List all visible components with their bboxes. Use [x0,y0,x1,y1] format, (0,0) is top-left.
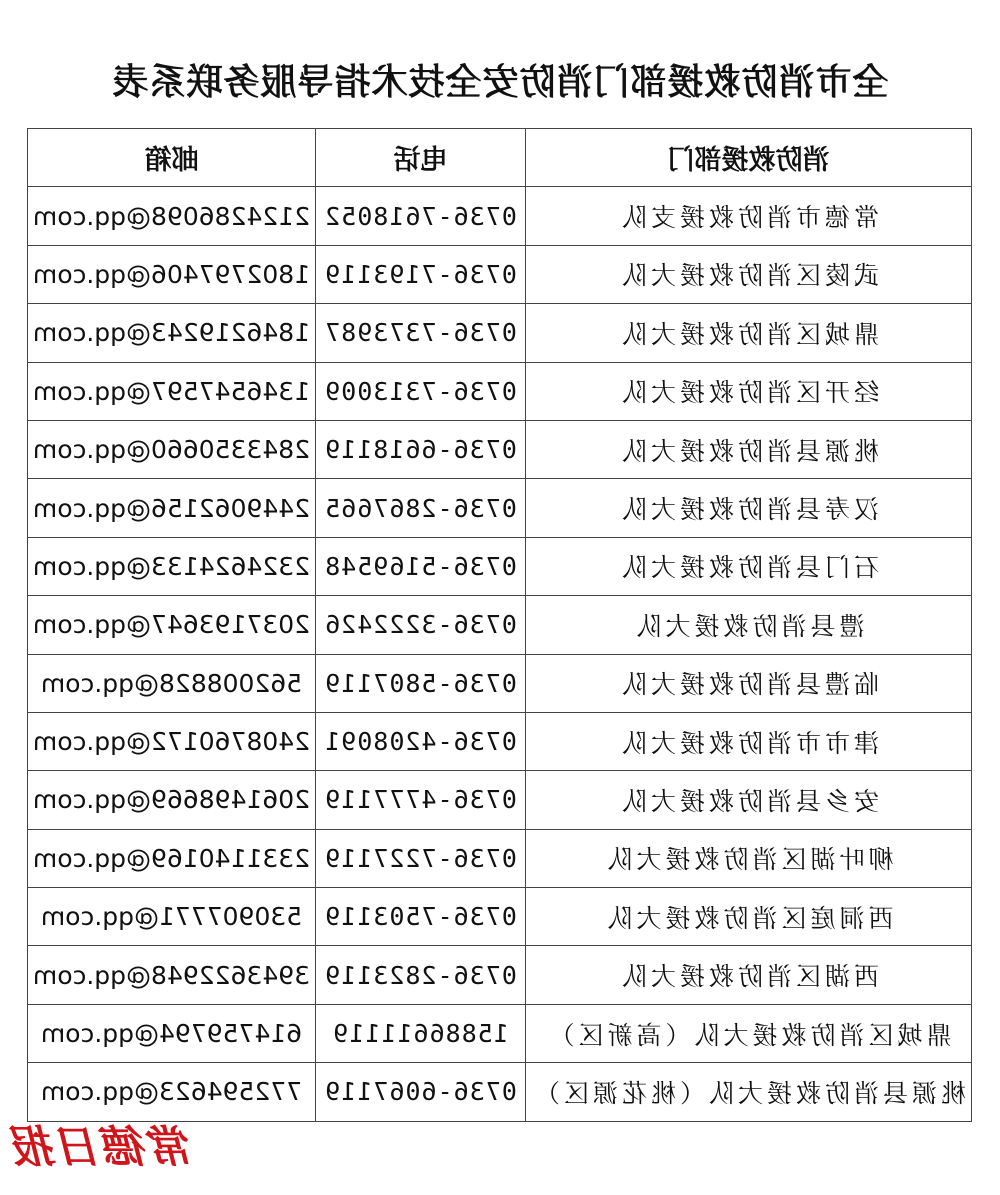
table-body [28,187,972,1121]
cell-phone: 0736-4777119 [316,771,526,829]
header-email: 邮箱 [28,129,316,187]
cell-department: 柳叶湖区消防救援大队 [526,829,972,887]
cell-phone: 0736-3222426 [316,596,526,654]
cell-department: 经开区消防救援大队 [526,362,972,420]
cell-department: 津市市消防救援大队 [526,712,972,770]
cell-department: 西洞庭区消防救援大队 [526,888,972,946]
table-row [28,362,972,420]
header-phone: 电话 [316,129,526,187]
cell-email: 2061498669@qq.com [28,771,316,829]
cell-department: 石门县消防救援大队 [526,537,972,595]
cell-phone: 0736-2867665 [316,479,526,537]
cell-phone: 0736-2823119 [316,946,526,1004]
cell-email: 2408760172@qq.com [28,712,316,770]
cell-phone: 0736-6618119 [316,420,526,478]
cell-department: 桃源县消防救援大队 [526,420,972,478]
cell-email: 2037193647@qq.com [28,596,316,654]
cell-email: 614759794@qq.com [28,1004,316,1062]
cell-email: 3943622948@qq.com [28,946,316,1004]
cell-department: 西湖区消防救援大队 [526,946,972,1004]
cell-department: 汉寿县消防救援大队 [526,479,972,537]
contact-table [27,128,972,1122]
newspaper-stamp: 常德日报 [11,1122,195,1173]
cell-phone: 0736-7373987 [316,304,526,362]
table-row [28,1004,972,1062]
table-row [28,537,972,595]
table-row [28,245,972,303]
cell-phone: 0736-7618052 [316,187,526,245]
table-row [28,712,972,770]
cell-email: 2449062156@qq.com [28,479,316,537]
cell-phone: 0736-7227119 [316,829,526,887]
cell-email: 1802797406@qq.com [28,245,316,303]
cell-phone: 0736-5807119 [316,654,526,712]
cell-email: 2324624133@qq.com [28,537,316,595]
table-row [28,596,972,654]
cell-department: 常德市消防救援支队 [526,187,972,245]
table-row [28,654,972,712]
cell-department: 澧县消防救援大队 [526,596,972,654]
cell-department: 鼎城区消防救援大队 [526,304,972,362]
cell-email: 562008828@qq.com [28,654,316,712]
cell-email: 2124286098@qq.com [28,187,316,245]
cell-email: 2331140169@qq.com [28,829,316,887]
table-row [28,1063,972,1121]
cell-phone: 0736-7313009 [316,362,526,420]
table-row [28,829,972,887]
cell-department: 桃源县消防救援大队（桃花源区） [526,1063,972,1121]
cell-phone: 0736-7193119 [316,245,526,303]
cell-email: 772594623@qq.com [28,1063,316,1121]
cell-department: 武陵区消防救援大队 [526,245,972,303]
cell-phone: 0736-7503119 [316,888,526,946]
cell-department: 安乡县消防救援大队 [526,771,972,829]
cell-phone: 0736-6067119 [316,1063,526,1121]
table-row [28,479,972,537]
table-row [28,946,972,1004]
header-department: 消防救援部门 [526,129,972,187]
cell-department: 临澧县消防救援大队 [526,654,972,712]
table-row [28,771,972,829]
table-row [28,187,972,245]
page-title: 全市消防救援部门消防安全技术指导服务联系表 [111,62,889,103]
cell-email: 530907771@qq.com [28,888,316,946]
cell-phone: 0736-4208091 [316,712,526,770]
cell-department: 鼎城区消防救援大队（高新区） [526,1004,972,1062]
cell-phone: 0736-5169548 [316,537,526,595]
cell-email: 1346547597@qq.com [28,362,316,420]
table-row [28,420,972,478]
table-row [28,888,972,946]
table-row [28,304,972,362]
cell-phone: 15886611119 [316,1004,526,1062]
cell-email: 1846219243@qq.com [28,304,316,362]
cell-email: 2843350660@qq.com [28,420,316,478]
table-header-row [28,129,972,187]
